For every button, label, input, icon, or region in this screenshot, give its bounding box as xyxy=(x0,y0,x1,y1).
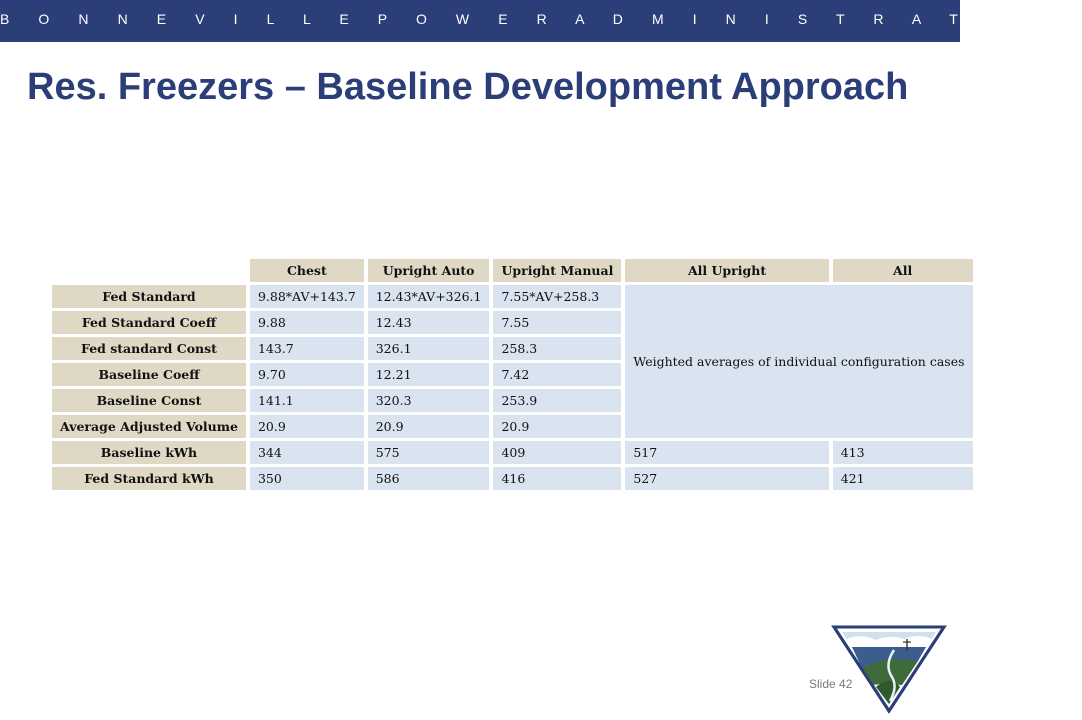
table-cell: 517 xyxy=(625,441,828,464)
row-label: Baseline Const xyxy=(52,389,246,412)
table-cell: 326.1 xyxy=(368,337,490,360)
table-row xyxy=(52,467,973,490)
table-cell: 586 xyxy=(368,467,490,490)
table-cell: 527 xyxy=(625,467,828,490)
table-cell: 7.55*AV+258.3 xyxy=(493,285,621,308)
table-cell: 413 xyxy=(833,441,973,464)
table-cell: 9.88 xyxy=(250,311,364,334)
table-row xyxy=(52,441,973,464)
table-cell: 20.9 xyxy=(250,415,364,438)
table-cell: 7.42 xyxy=(493,363,621,386)
col-header-chest: Chest xyxy=(250,259,364,282)
baseline-table xyxy=(48,256,977,493)
table-header-row xyxy=(52,259,973,282)
row-label: Fed standard Const xyxy=(52,337,246,360)
table-cell: 9.88*AV+143.7 xyxy=(250,285,364,308)
col-header-all-upright: All Upright xyxy=(625,259,828,282)
table-cell: 20.9 xyxy=(368,415,490,438)
table-cell: 575 xyxy=(368,441,490,464)
table-cell: 416 xyxy=(493,467,621,490)
table-cell: 409 xyxy=(493,441,621,464)
table-cell: 7.55 xyxy=(493,311,621,334)
table-cell: 20.9 xyxy=(493,415,621,438)
table-cell: 9.70 xyxy=(250,363,364,386)
table-cell: 350 xyxy=(250,467,364,490)
col-header-all: All xyxy=(833,259,973,282)
row-label: Fed Standard xyxy=(52,285,246,308)
table-cell: 143.7 xyxy=(250,337,364,360)
table-corner xyxy=(52,259,246,282)
row-label: Baseline kWh xyxy=(52,441,246,464)
col-header-upright-auto: Upright Auto xyxy=(368,259,490,282)
weighted-averages-note: Weighted averages of individual configuration cases xyxy=(625,285,972,438)
org-name: B O N N E V I L L E P O W E R A D M I N I S T R A T I O N xyxy=(0,11,1082,27)
slide-number: Slide 42 xyxy=(809,677,853,691)
table-cell: 421 xyxy=(833,467,973,490)
table-cell: 12.43 xyxy=(368,311,490,334)
table-cell: 253.9 xyxy=(493,389,621,412)
table-cell: 141.1 xyxy=(250,389,364,412)
row-label: Fed Standard kWh xyxy=(52,467,246,490)
table-row xyxy=(52,285,973,308)
row-label: Average Adjusted Volume xyxy=(52,415,246,438)
row-label: Fed Standard Coeff xyxy=(52,311,246,334)
table-cell: 12.21 xyxy=(368,363,490,386)
header-bar xyxy=(0,0,1082,42)
row-label: Baseline Coeff xyxy=(52,363,246,386)
col-header-upright-manual: Upright Manual xyxy=(493,259,621,282)
table-cell: 258.3 xyxy=(493,337,621,360)
slide-title: Res. Freezers – Baseline Development Approach xyxy=(27,66,909,108)
table-cell: 320.3 xyxy=(368,389,490,412)
bpa-triangle-logo-icon xyxy=(832,625,946,713)
table-cell: 344 xyxy=(250,441,364,464)
table-cell: 12.43*AV+326.1 xyxy=(368,285,490,308)
